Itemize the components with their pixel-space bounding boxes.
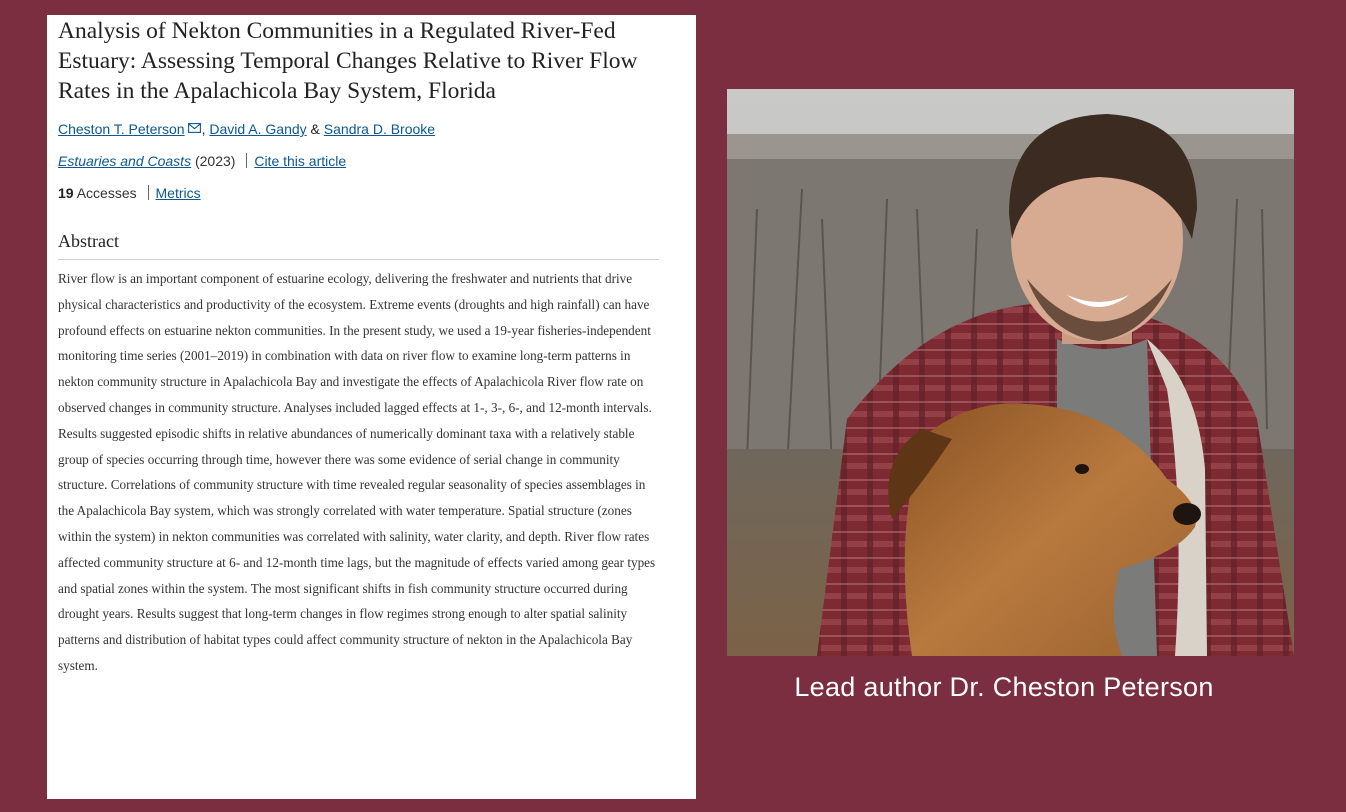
publication-year: (2023) xyxy=(191,153,240,169)
photo-caption: Lead author Dr. Cheston Peterson xyxy=(794,672,1214,702)
author-list xyxy=(58,121,660,137)
journal-link[interactable]: Estuaries and Coasts xyxy=(58,153,192,169)
accesses-count: 19 xyxy=(58,185,74,201)
author-with-dog-image xyxy=(727,89,1294,656)
author-link-brooke[interactable]: Sandra D. Brooke xyxy=(323,121,436,137)
divider xyxy=(246,153,247,168)
accesses-label: Accesses xyxy=(73,185,141,201)
author-and: & xyxy=(306,121,324,137)
article-panel xyxy=(47,15,696,799)
cite-article-link[interactable]: Cite this article xyxy=(254,153,347,169)
journal-line xyxy=(58,153,660,169)
author-link-gandy[interactable]: David A. Gandy xyxy=(209,121,307,137)
author-separator: , xyxy=(201,121,210,137)
metrics-link[interactable]: Metrics xyxy=(155,185,201,201)
author-photo xyxy=(727,89,1294,656)
author-link-peterson[interactable]: Cheston T. Peterson xyxy=(58,121,185,137)
abstract-text: River flow is an important component of estuarine ecology, delivering the freshwater and nutrients that drive physical characteristics and productivity of the ecosystem. Extreme events (droughts and high rainfall) can have profound effects on estuarine nekton communities. In the present study, we used a 19-year fisheries-independent monitoring time series (2001–2019) in combination with data on river flow to examine long-term patterns in nekton community structure in Apalachicola Bay and investigate the effects of Apalachicola River flow rate on observed changes in community structure. Analyses included lagged effects at 1-, 3-, 6-, and 12-month intervals. Results suggested episodic shifts in relative abundances of numerically dominant taxa with a relatively stable group of species occurring through time, however there was some evidence of serial change in community structure. Correlations of community structure with time revealed regular seasonality of species assemblages in the Apalachicola Bay system, which was strongly correlated with water temperature. Spatial structure (zones within the system) in nekton communities was correlated with salinity, water clarity, and depth. River flow rates affected community structure at 6- and 12-month time lags, but the magnitude of effects varied among gear types and spatial zones within the system. The most significant shifts in fish community structure occurred during drought years. Results suggest that long-term changes in flow regimes strong enough to alter spatial salinity patterns and distribution of habitat types could affect community structure of nekton in the Apalachicola Bay system. xyxy=(58,271,656,673)
abstract-heading: Abstract xyxy=(58,231,659,260)
envelope-icon[interactable] xyxy=(188,123,201,133)
article-title: Analysis of Nekton Communities in a Regulated River-Fed Estuary: Assessing Temporal Changes Relative to River Flow Rates in the Apalachicola Bay System, Florida xyxy=(58,18,638,104)
metrics-line xyxy=(58,185,660,201)
divider xyxy=(148,185,149,200)
